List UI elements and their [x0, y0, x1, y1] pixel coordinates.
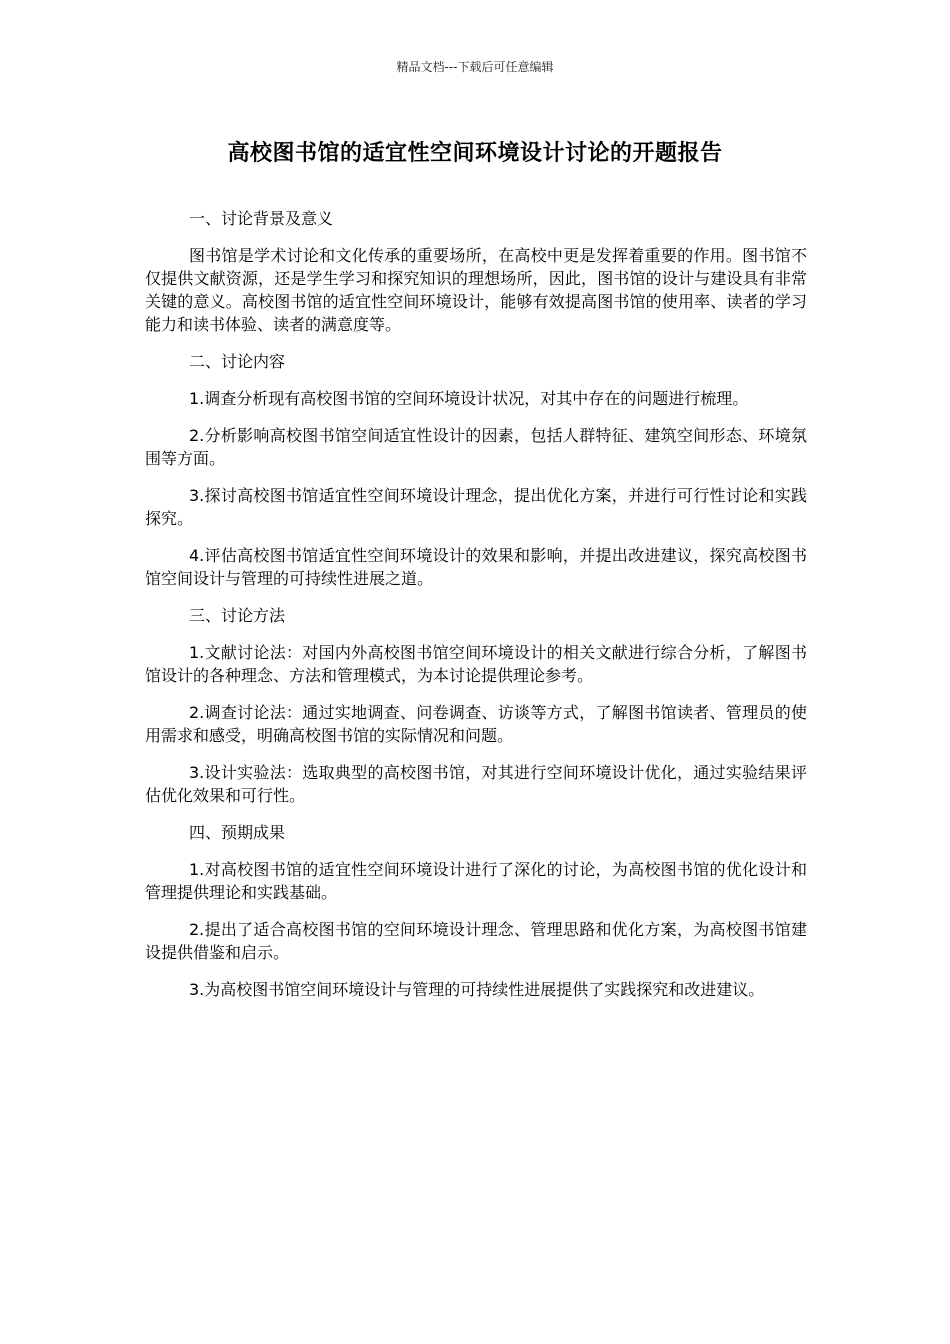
paragraph: 1.文献讨论法：对国内外高校图书馆空间环境设计的相关文献进行综合分析，了解图书馆设计的各种理念、方法和管理模式，为本讨论提供理论参考。 — [145, 643, 807, 685]
paragraph: 3.探讨高校图书馆适宜性空间环境设计理念，提出优化方案，并进行可行性讨论和实践探究。 — [145, 486, 807, 528]
document-body — [145, 207, 807, 1015]
paragraph: 4.评估高校图书馆适宜性空间环境设计的效果和影响，并提出改进建议，探究高校图书馆空间设计与管理的可持续性进展之道。 — [145, 546, 807, 588]
paragraph: 2.调查讨论法：通过实地调查、问卷调查、访谈等方式，了解图书馆读者、管理员的使用需求和感受，明确高校图书馆的实际情况和问题。 — [145, 703, 807, 745]
section-heading: 二、讨论内容 — [189, 352, 286, 371]
paragraph: 3.设计实验法：选取典型的高校图书馆，对其进行空间环境设计优化，通过实验结果评估优化效果和可行性。 — [145, 763, 807, 805]
paragraph: 图书馆是学术讨论和文化传承的重要场所，在高校中更是发挥着重要的作用。图书馆不仅提供文献资源，还是学生学习和探究知识的理想场所，因此，图书馆的设计与建设具有非常关键的意义。高校图书馆的适宜性空间环境设计，能够有效提高图书馆的使用率、读者的学习能力和读书体验、读者的满意度等。 — [145, 246, 807, 334]
paragraph: 2.提出了适合高校图书馆的空间环境设计理念、管理思路和优化方案，为高校图书馆建设提供借鉴和启示。 — [145, 920, 807, 962]
section-heading: 四、预期成果 — [189, 823, 286, 842]
paragraph: 1.对高校图书馆的适宜性空间环境设计进行了深化的讨论，为高校图书馆的优化设计和管理提供理论和实践基础。 — [145, 860, 807, 902]
paragraph: 3.为高校图书馆空间环境设计与管理的可持续性进展提供了实践探究和改进建议。 — [189, 980, 765, 999]
section-heading: 三、讨论方法 — [189, 606, 286, 625]
paragraph: 1.调查分析现有高校图书馆的空间环境设计状况，对其中存在的问题进行梳理。 — [189, 389, 749, 408]
paragraph: 2.分析影响高校图书馆空间适宜性设计的因素，包括人群特征、建筑空间形态、环境氛围等方面。 — [145, 426, 807, 468]
document-title: 高校图书馆的适宜性空间环境设计讨论的开题报告 — [227, 141, 723, 166]
section-heading: 一、讨论背景及意义 — [189, 209, 334, 228]
page-header: 精品文档---下载后可任意编辑 — [396, 60, 554, 74]
